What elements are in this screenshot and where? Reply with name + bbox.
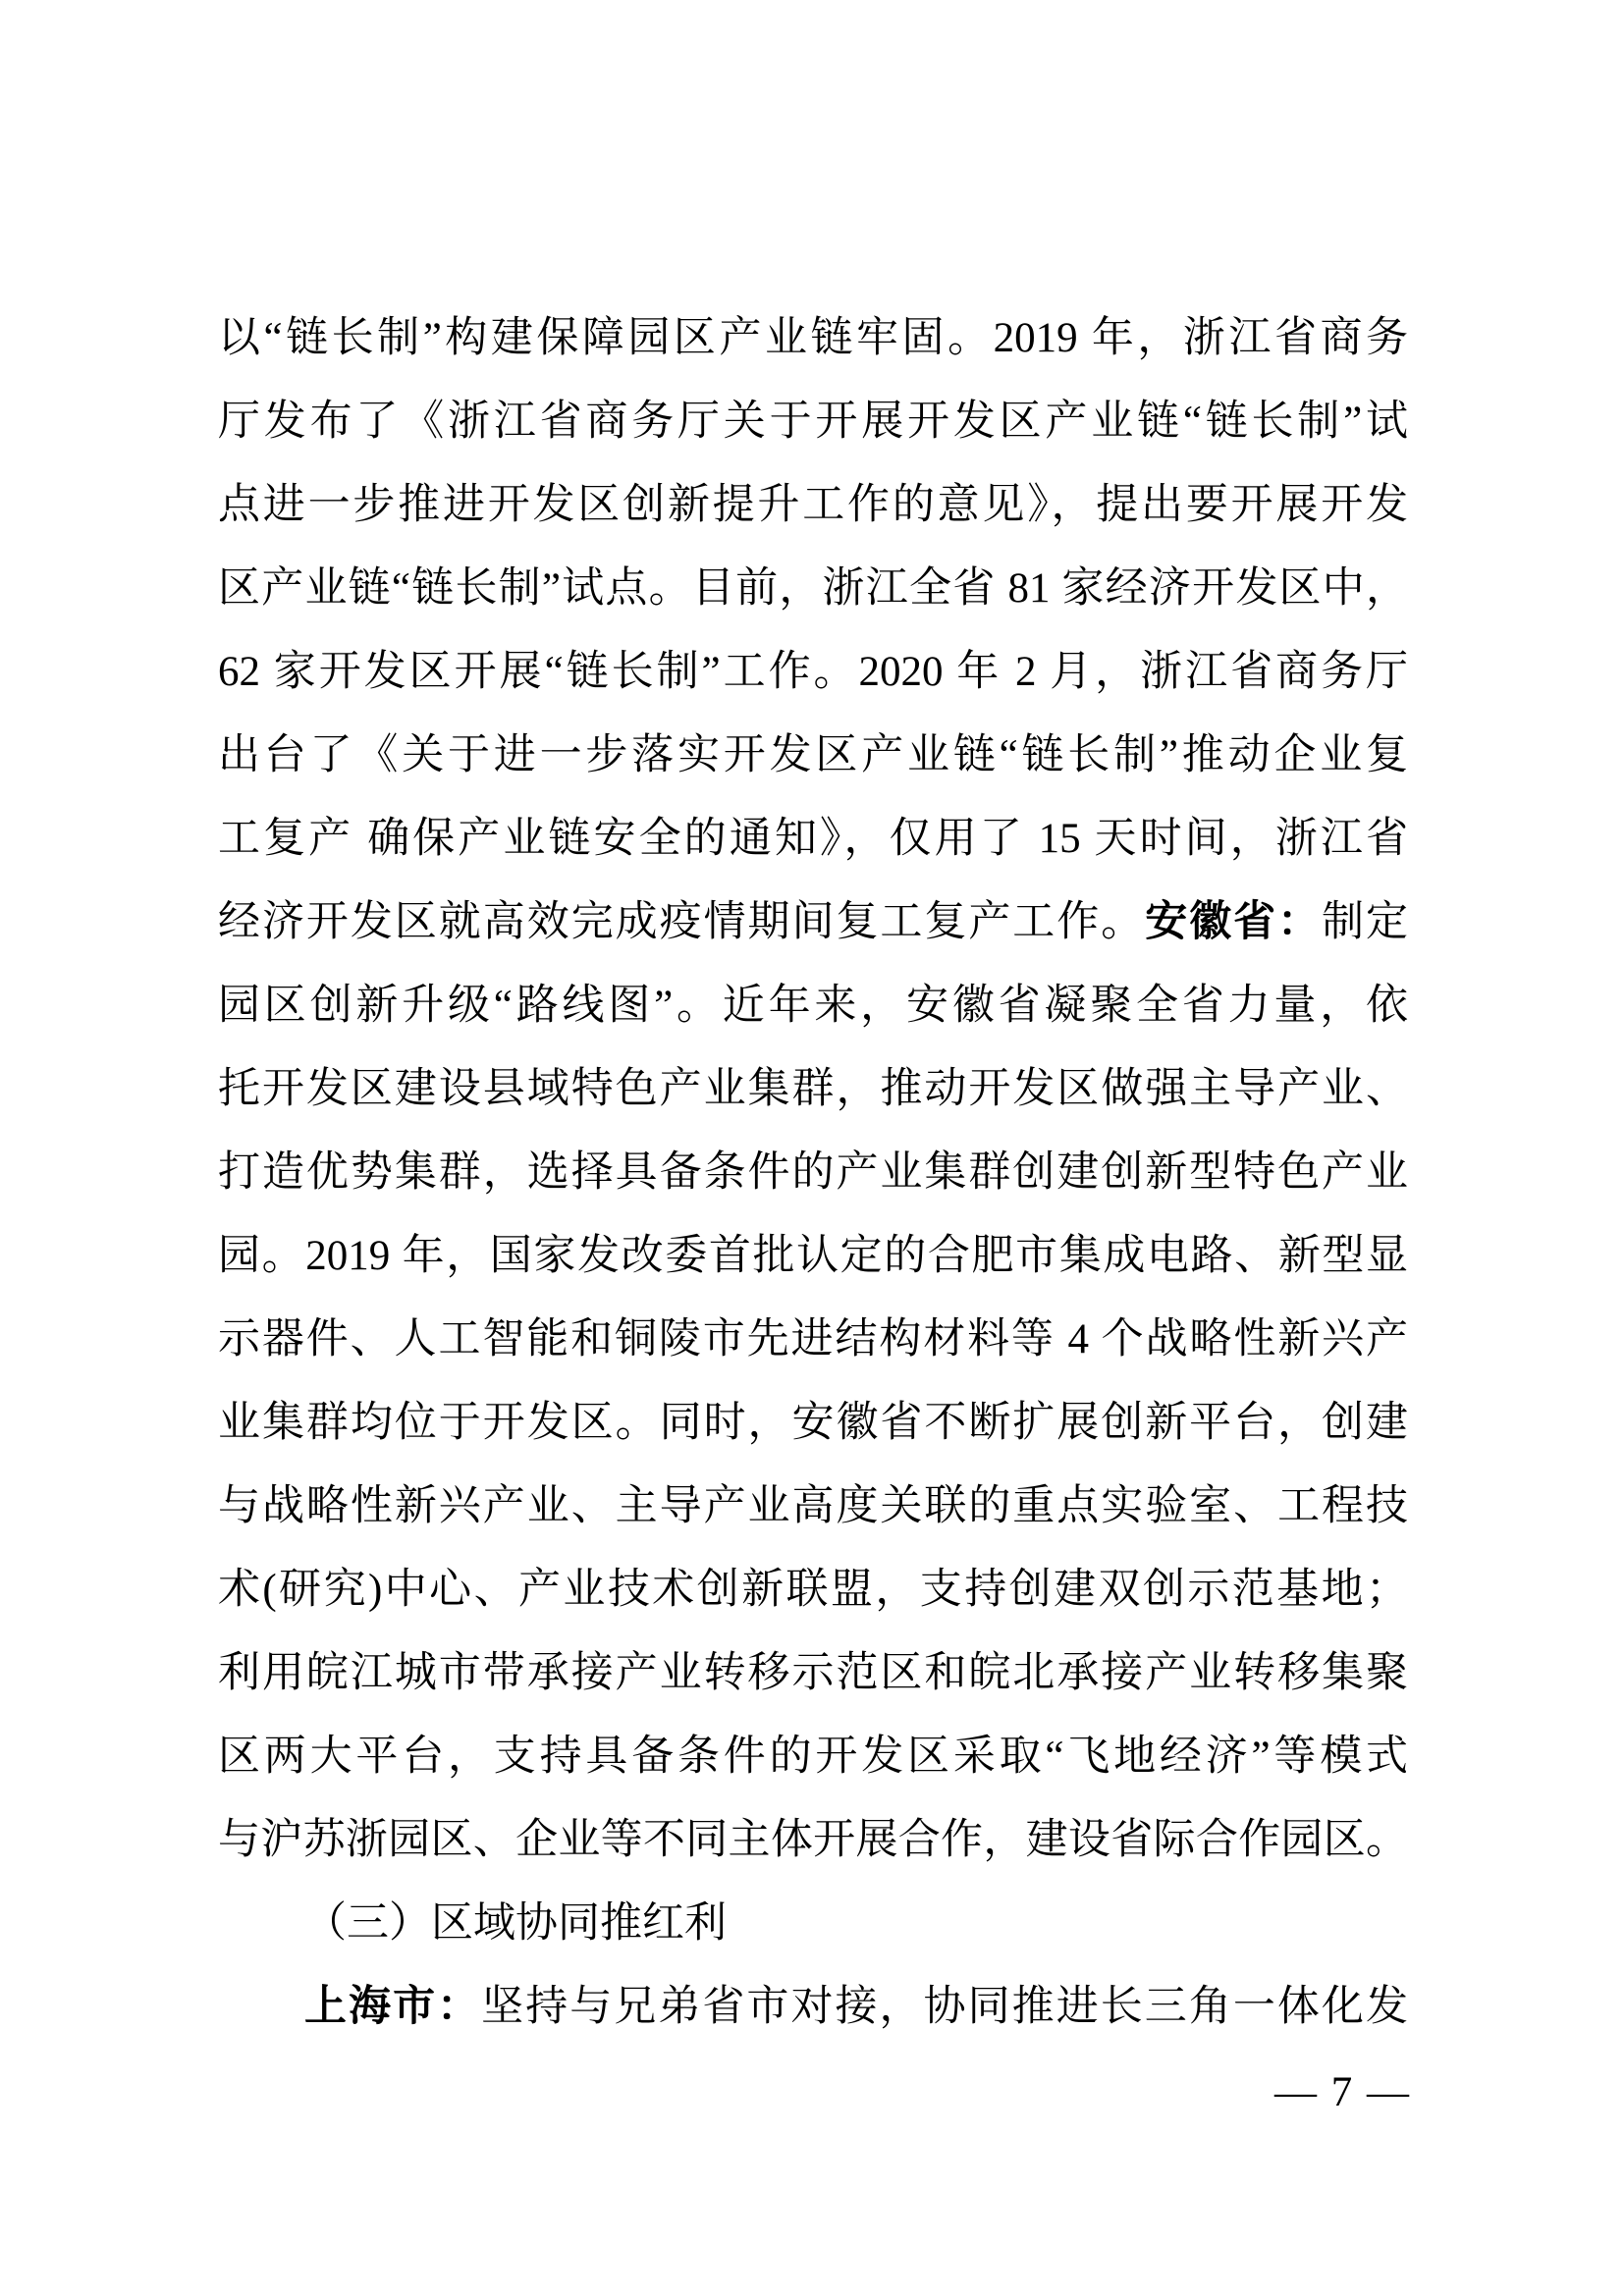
text-run: 点进一步推进开发区创新提升工作的意见》，提出要开展开发	[218, 482, 1408, 528]
text-line	[218, 547, 1408, 630]
text-line	[218, 797, 1408, 881]
text-run: 出台了《关于进一步落实开发区产业链“链长制”推动企业复	[218, 732, 1408, 778]
text-line	[218, 881, 1408, 964]
text-run: 经济开发区就高效完成疫情期间复工复产工作。	[218, 899, 1146, 945]
text-run: 园。2019 年，国家发改委首批认定的合肥市集成电路、新型显	[218, 1233, 1408, 1279]
bold-run: 上海市：	[304, 1983, 482, 2030]
page-number: — 7 —	[1274, 2069, 1411, 2115]
text-line	[218, 1798, 1408, 1882]
text-line	[218, 1047, 1408, 1131]
text-run: 厅发布了《浙江省商务厅关于开展开发区产业链“链长制”试	[218, 399, 1408, 445]
section-heading	[218, 1882, 1408, 1965]
text-line	[218, 463, 1408, 547]
text-run: 园区创新升级“路线图”。近年来，安徽省凝聚全省力量，依	[218, 983, 1408, 1029]
text-line	[218, 1465, 1408, 1548]
text-run: 打造优势集群，选择具备条件的产业集群创建创新型特色产业	[218, 1149, 1408, 1196]
text-line	[218, 380, 1408, 463]
text-run: 区产业链“链长制”试点。目前，浙江全省 81 家经济开发区中，	[218, 565, 1408, 612]
text-run: 以“链长制”构建保障园区产业链牢固。2019 年，浙江省商务	[218, 315, 1408, 361]
bold-run: 安徽省：	[1145, 898, 1323, 945]
text-line	[218, 1214, 1408, 1298]
text-line	[218, 1381, 1408, 1465]
text-line	[218, 1965, 1408, 2049]
text-run: 坚持与兄弟省市对接，协同推进长三角一体化发	[481, 1984, 1409, 2030]
text-run: 制定	[1322, 899, 1409, 945]
text-run: 业集群均位于开发区。同时，安徽省不断扩展创新平台，创建	[218, 1400, 1408, 1446]
text-run: 托开发区建设县域特色产业集群，推动开发区做强主导产业、	[218, 1066, 1408, 1112]
text-run: （三）区域协同推红利	[304, 1900, 727, 1947]
text-run: 区两大平台，支持具备条件的开发区采取“飞地经济”等模式	[218, 1734, 1408, 1780]
text-block	[218, 296, 1408, 2049]
text-line	[218, 296, 1408, 380]
text-line	[218, 1131, 1408, 1214]
text-line	[218, 1715, 1408, 1798]
text-run: 工复产 确保产业链安全的通知》，仅用了 15 天时间，浙江省	[218, 816, 1408, 862]
text-line	[218, 630, 1408, 714]
text-run: 术(研究)中心、产业技术创新联盟，支持创建双创示范基地；	[218, 1567, 1408, 1613]
text-line	[218, 1548, 1408, 1631]
text-run: 62 家开发区开展“链长制”工作。2020 年 2 月，浙江省商务厅	[218, 649, 1408, 695]
text-line	[218, 714, 1408, 797]
text-run: 示器件、人工智能和铜陵市先进结构材料等 4 个战略性新兴产	[218, 1316, 1408, 1362]
text-run: 与沪苏浙园区、企业等不同主体开展合作，建设省际合作园区。	[218, 1817, 1408, 1863]
text-line	[218, 1298, 1408, 1381]
text-line	[218, 964, 1408, 1047]
text-run: 利用皖江城市带承接产业转移示范区和皖北承接产业转移集聚	[218, 1650, 1408, 1696]
text-line	[218, 1631, 1408, 1715]
text-run: 与战略性新兴产业、主导产业高度关联的重点实验室、工程技	[218, 1483, 1408, 1529]
